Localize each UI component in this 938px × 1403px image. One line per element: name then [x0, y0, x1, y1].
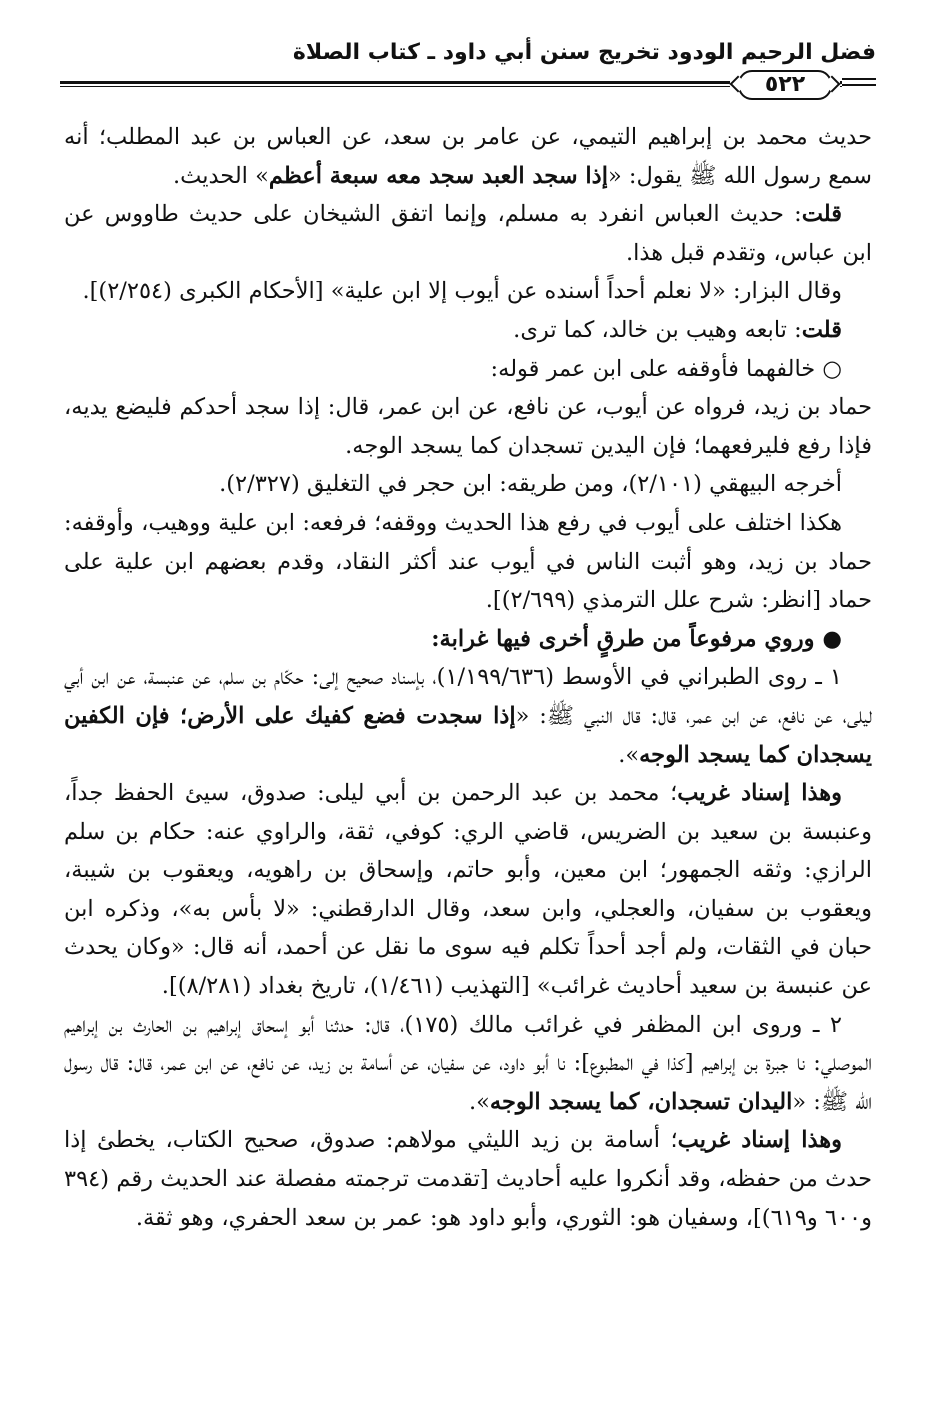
text-run: ». [468, 1088, 490, 1115]
bold-text-run: إذا سجد العبد سجد معه سبعة أعظم [268, 162, 608, 189]
running-title: فضل الرحيم الودود تخريج سنن أبي داود ـ كتاب الصلاة [292, 40, 876, 65]
paragraph [64, 465, 872, 504]
header-ornament [842, 76, 876, 88]
text-run: حماد بن زيد، فرواه عن أيوب، عن نافع، عن ابن عمر، قال: إذا سجد أحدكم فليضع يديه، فإذا رفع فليرفعهما؛ فإن اليدين تسجدان كما يسجد الوجه. [64, 394, 872, 459]
text-run: أخرجه البيهقي (٢/١٠١)، ومن طريقه: ابن حجر في التغليق (٢/٣٢٧). [219, 471, 842, 498]
page-number-frame [738, 70, 832, 100]
text-run: ○ خالفهما فأوقفه على ابن عمر قوله: [490, 355, 842, 382]
page-number: ٥٢٢ [764, 72, 806, 97]
page-header [60, 40, 876, 102]
bold-text-run: إذا سجدت فضع كفيك على الأرض؛ فإن الكفين يسجدان كما يسجد الوجه [64, 702, 872, 768]
paragraph [64, 118, 872, 195]
bold-text-run: قلت [801, 316, 842, 343]
paragraph [64, 1006, 872, 1122]
page-number-badge [730, 66, 840, 102]
paragraph [64, 504, 872, 620]
text-run: ١ ـ روى الطبراني في الأوسط (١/١٩٩/٦٣٦)، بإسناد صحيح إلى: حكّام بن سلم، عن عنبسة، عن ابن أبي ليلى، عن نافع، عن ابن عمر، قال: قال النبي ﷺ: « [64, 664, 872, 729]
paragraph [64, 658, 872, 774]
text-run: ٢ ـ وروى ابن المظفر في غرائب مالك (١٧٥)، قال: حدثنا أبو إسحاق إبراهيم بن الحارث بن إبراهيم الموصلي: نا جبرة بن إبراهيم [كذا في المطبوع]: نا أبو داود، عن سفيان، عن أسامة بن زيد، عن نافع، عن ابن عمر، قال: قال رسول الله ﷺ: « [64, 1011, 872, 1115]
paragraph [64, 195, 872, 272]
paragraph [64, 1121, 872, 1237]
paragraph [64, 350, 872, 389]
bold-text-run: قلت [801, 201, 842, 228]
bold-text-run: ● وروي مرفوعاً من طرقٍ أخرى فيها غرابة: [431, 625, 842, 652]
paragraph [64, 388, 872, 465]
text-run: ؛ محمد بن عبد الرحمن بن أبي ليلى: صدوق، سيئ الحفظ جداً، وعنبسة بن سعيد بن الضريس، قاضي الري: كوفي، ثقة، والراوي عنه: حكام بن سلم الرازي: وثقه الجمهور؛ ابن معين، وأبو حاتم، وإسحاق بن راهويه، ويعقوب بن شيبة، ويعقوب بن سفيان، والعجلي، وابن سعد، وقال الدارقطني: «لا بأس به»، وذكره ابن حبان في الثقات، ولم أجد أحداً تكلم فيه سوى ما نقل عن أحمد، أنه قال: «وكان يحدث عن عنبسة بن سعيد أحاديث غرائب» [التهذيب (١/٤٦١)، تاريخ بغداد (٨/٢٨١)]. [64, 780, 872, 1000]
paragraph [64, 774, 872, 1006]
text-run: حديث محمد بن إبراهيم التيمي، عن عامر بن سعد، عن العباس بن عبد المطلب؛ أنه سمع رسول الله ﷺ يقول: « [64, 124, 872, 189]
text-run: : حديث العباس انفرد به مسلم، وإنما اتفق الشيخان على حديث طاووس عن ابن عباس، وتقدم قبل هذا. [64, 201, 872, 266]
paragraph [64, 620, 872, 659]
text-run: ؛ أسامة بن زيد الليثي مولاهم: صدوق، صحيح الكتاب، يخطئ إذا حدث من حفظه، وقد أنكروا عليه أحاديث [تقدمت ترجمته مفصلة عند الحديث رقم (٣٩٤ و٦٠٠ و٦١٩)]، وسفيان هو: الثوري، وأبو داود هو: عمر بن سعد الحفري، وهو ثقة. [64, 1127, 872, 1231]
bold-text-run: اليدان تسجدان، كما يسجد الوجه [489, 1088, 793, 1115]
bold-text-run: وهذا إسناد غريب [677, 780, 842, 807]
bold-text-run: وهذا إسناد غريب [677, 1127, 842, 1154]
text-run: » الحديث. [172, 162, 269, 189]
text-run: ». [618, 741, 640, 768]
text-run: : تابعه وهيب بن خالد، كما ترى. [513, 316, 802, 343]
page-body [64, 118, 872, 1237]
paragraph [64, 311, 872, 350]
paragraph [64, 272, 872, 311]
text-run: هكذا اختلف على أيوب في رفع هذا الحديث ووقفه؛ فرفعه: ابن علية ووهيب، وأوقفه: حماد بن زيد، وهو أثبت الناس في أيوب عند أكثر النقاد، وقدم بعضهم ابن علية على حماد [انظر: شرح علل الترمذي (٢/٦٩٩)]. [64, 509, 872, 614]
text-run: وقال البزار: «لا نعلم أحداً أسنده عن أيوب إلا ابن علية» [الأحكام الكبرى (٢/٢٥٤)]. [82, 278, 842, 305]
